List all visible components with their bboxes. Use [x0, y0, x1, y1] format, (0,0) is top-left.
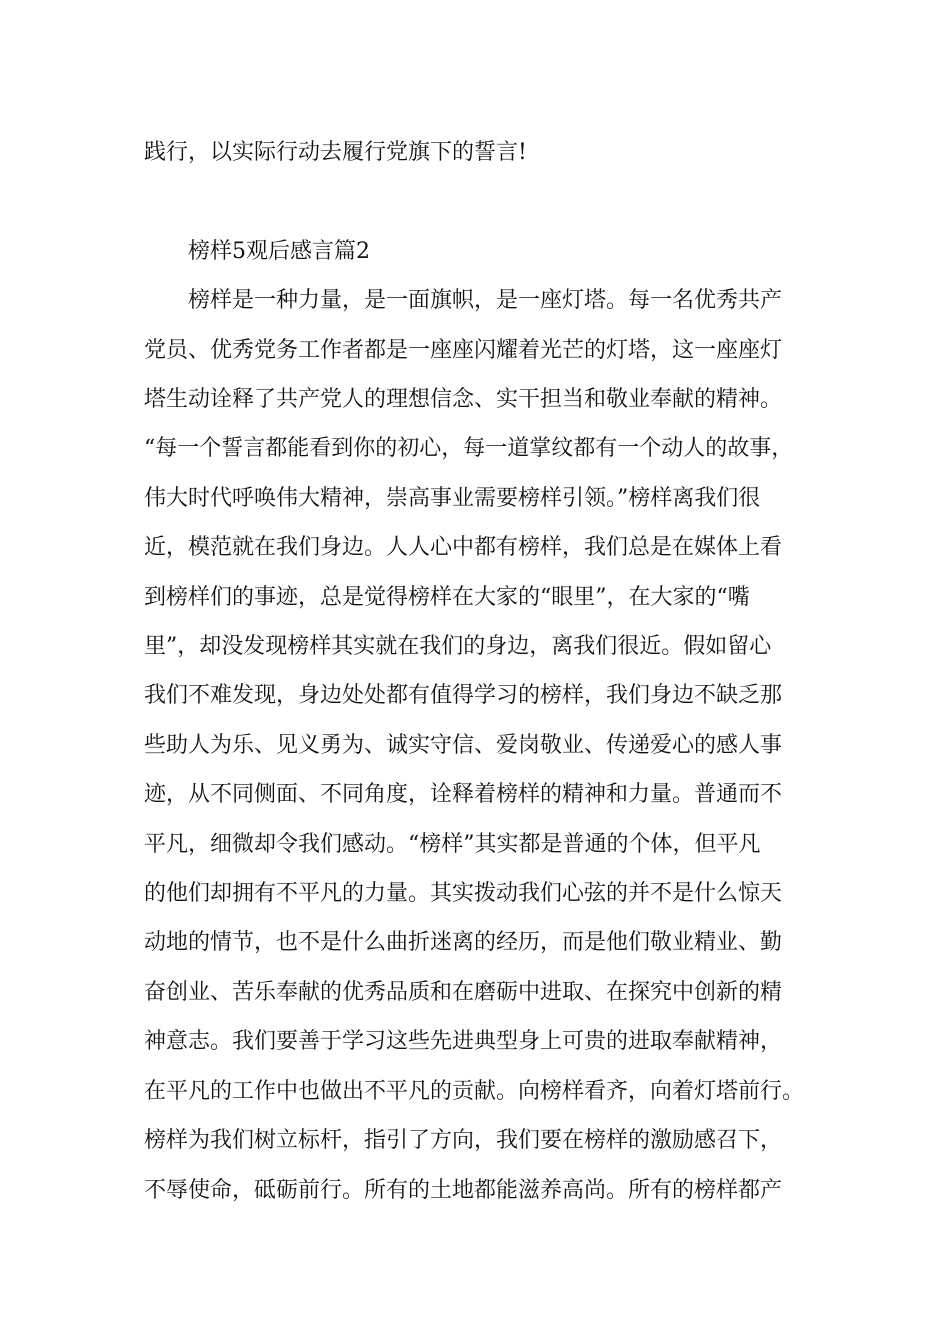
- paragraph-line: 奋创业、苦乐奉献的优秀品质和在磨砺中进取、在探究中创新的精: [144, 980, 783, 1005]
- paragraph-line: 榜样为我们树立标杆，指引了方向，我们要在榜样的激励感召下，: [144, 1128, 783, 1153]
- paragraph-line: 神意志。我们要善于学习这些先进典型身上可贵的进取奉献精神，: [144, 1029, 783, 1054]
- paragraph-line: 我们不难发现，身边处处都有值得学习的榜样，我们身边不缺乏那: [144, 683, 783, 708]
- paragraph-line: 党员、优秀党务工作者都是一座座闪耀着光芒的灯塔，这一座座灯: [144, 338, 783, 363]
- paragraph-line: 平凡，细微却令我们感动。“榜样”其实都是普通的个体，但平凡: [144, 832, 761, 857]
- text-line-continuation: 践行，以实际行动去履行党旗下的誓言!: [144, 140, 527, 165]
- paragraph-line: 里”，却没发现榜样其实就在我们的身边，离我们很近。假如留心: [144, 634, 772, 659]
- paragraph-line: 榜样是一种力量，是一面旗帜，是一座灯塔。每一名优秀共产: [188, 288, 783, 313]
- paragraph-line: 动地的情节，也不是什么曲折迷离的经历，而是他们敬业精业、勤: [144, 930, 783, 955]
- paragraph-line: 在平凡的工作中也做出不平凡的贡献。向榜样看齐，向着灯塔前行。: [144, 1079, 805, 1104]
- paragraph-line: 塔生动诠释了共产党人的理想信念、实干担当和敬业奉献的精神。: [144, 387, 783, 412]
- paragraph-line: 到榜样们的事迹，总是觉得榜样在大家的“眼里”，在大家的“嘴: [144, 585, 750, 610]
- paragraph-line: 不辱使命，砥砺前行。所有的土地都能滋养高尚。所有的榜样都产: [144, 1178, 783, 1203]
- paragraph-line: 近，模范就在我们身边。人人心中都有榜样，我们总是在媒体上看: [144, 535, 783, 560]
- paragraph-line: 些助人为乐、见义勇为、诚实守信、爱岗敬业、传递爱心的感人事: [144, 733, 783, 758]
- section-heading: 榜样5观后感言篇2: [188, 239, 370, 264]
- paragraph-line: “每一个誓言都能看到你的初心，每一道掌纹都有一个动人的故事，: [144, 436, 794, 461]
- paragraph-line: 伟大时代呼唤伟大精神，崇高事业需要榜样引领。”榜样离我们很: [144, 486, 761, 511]
- paragraph-line: 迹，从不同侧面、不同角度，诠释着榜样的精神和力量。普通而不: [144, 782, 783, 807]
- paragraph-line: 的他们却拥有不平凡的力量。其实拨动我们心弦的并不是什么惊天: [144, 881, 783, 906]
